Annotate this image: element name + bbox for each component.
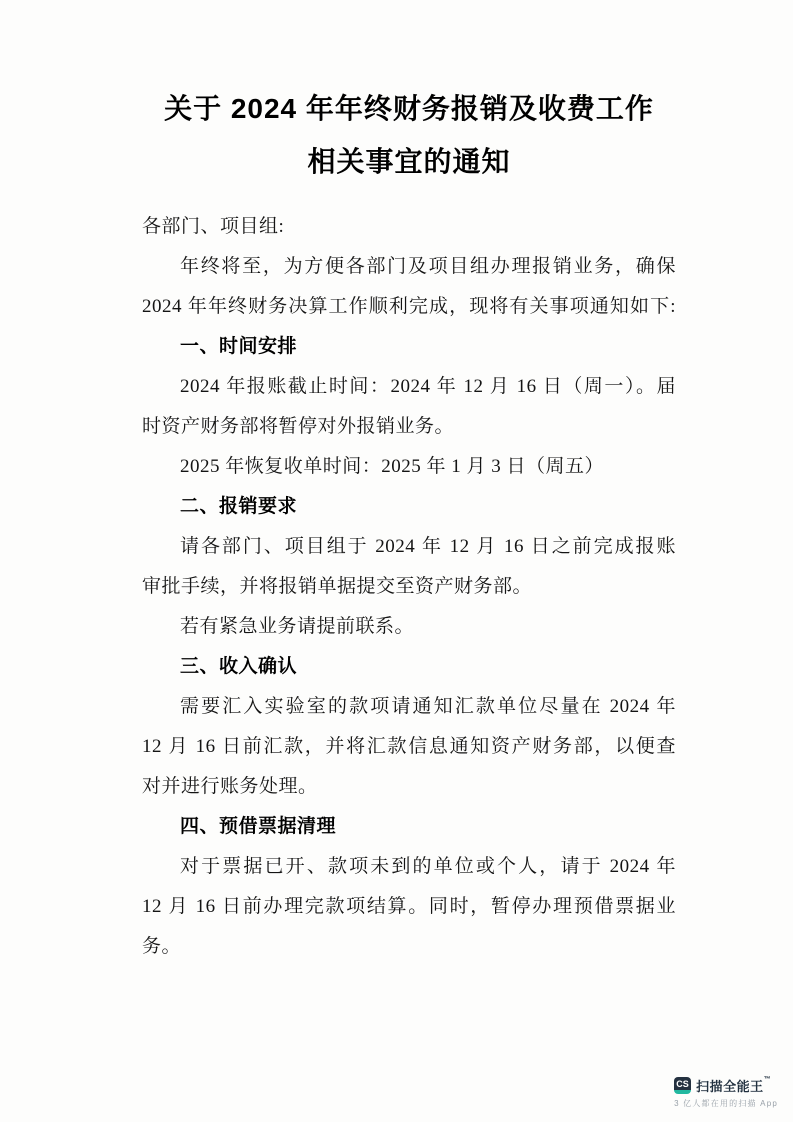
body-line: 2024 年年终财务决算工作顺利完成，现将有关事项通知如下: bbox=[142, 296, 676, 317]
body-line: 务。 bbox=[142, 936, 182, 957]
trademark-symbol: ™ bbox=[763, 1076, 772, 1083]
body-line: 时资产财务部将暂停对外报销业务。 bbox=[142, 416, 455, 437]
body-line: 年终将至，为方便各部门及项目组办理报销业务，确保 bbox=[180, 256, 676, 277]
body-line: 对于票据已开、款项未到的单位或个人，请于 2024 年 bbox=[180, 856, 676, 877]
document-body bbox=[142, 207, 676, 967]
salutation: 各部门、项目组: bbox=[142, 216, 285, 237]
body-line: 12 月 16 日前办理完款项结算。同时，暂停办理预借票据业 bbox=[142, 896, 676, 917]
section-heading-4: 四、预借票据清理 bbox=[180, 816, 337, 837]
camscanner-brand-name bbox=[696, 1076, 771, 1095]
camscanner-tagline: 3 亿人都在用的扫描 App bbox=[674, 1099, 778, 1108]
body-line: 审批手续，并将报销单据提交至资产财务部。 bbox=[142, 576, 533, 597]
body-line: 若有紧急业务请提前联系。 bbox=[180, 616, 415, 637]
body-line: 2025 年恢复收单时间：2025 年 1 月 3 日（周五） bbox=[180, 456, 605, 477]
body-line: 请各部门、项目组于 2024 年 12 月 16 日之前完成报账 bbox=[180, 536, 676, 557]
document-content bbox=[142, 82, 676, 967]
camscanner-logo-row bbox=[674, 1076, 778, 1095]
body-line: 2024 年报账截止时间：2024 年 12 月 16 日（周一）。届 bbox=[180, 376, 676, 397]
body-line: 需要汇入实验室的款项请通知汇款单位尽量在 2024 年 bbox=[180, 696, 676, 717]
brand-text: 扫描全能王 bbox=[696, 1079, 764, 1094]
section-heading-3: 三、收入确认 bbox=[180, 656, 298, 677]
section-heading-2: 二、报销要求 bbox=[180, 496, 298, 517]
camscanner-cs-icon: CS bbox=[674, 1077, 691, 1094]
document-title-line1: 关于 2024 年年终财务报销及收费工作 bbox=[164, 93, 654, 124]
section-heading-1: 一、时间安排 bbox=[180, 336, 298, 357]
camscanner-watermark bbox=[674, 1076, 778, 1109]
body-line: 对并进行账务处理。 bbox=[142, 776, 318, 797]
document-title-line2: 相关事宜的通知 bbox=[307, 146, 511, 177]
document-title bbox=[142, 82, 676, 188]
body-line: 12 月 16 日前汇款，并将汇款信息通知资产财务部，以便查 bbox=[142, 736, 676, 757]
